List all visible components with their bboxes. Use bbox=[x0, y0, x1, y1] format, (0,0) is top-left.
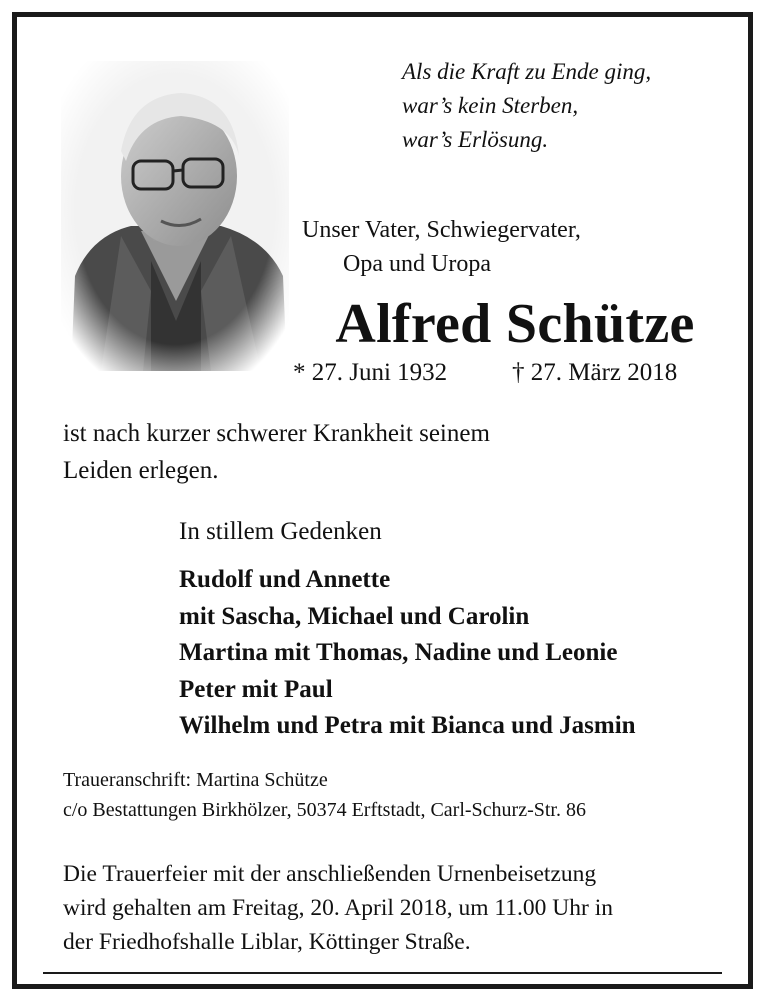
relation-line: Unser Vater, Schwiegervater, bbox=[302, 217, 581, 243]
relation-line: Opa und Uropa bbox=[343, 251, 491, 277]
relation-text bbox=[302, 213, 581, 281]
obituary-frame bbox=[12, 12, 753, 989]
motto-line: Als die Kraft zu Ende ging, bbox=[402, 59, 652, 84]
family-line: Peter mit Paul bbox=[179, 675, 333, 703]
death-date: † 27. März 2018 bbox=[512, 359, 678, 386]
family-list bbox=[179, 562, 739, 745]
mourning-address bbox=[63, 765, 743, 825]
motto-verse bbox=[402, 55, 732, 157]
memory-line: In stillem Gedenken bbox=[179, 518, 382, 545]
family-line: Martina mit Thomas, Nadine und Leonie bbox=[179, 639, 618, 666]
address-line: Traueranschrift: Martina Schütze bbox=[63, 769, 328, 791]
family-line: Rudolf und Annette bbox=[179, 566, 391, 593]
family-line: Wilhelm und Petra mit Bianca und Jasmin bbox=[179, 712, 636, 739]
address-line: c/o Bestattungen Birkhölzer, 50374 Erftstadt, Carl-Schurz-Str. 86 bbox=[63, 799, 586, 821]
motto-line: war’s Erlösung. bbox=[402, 127, 549, 152]
family-line: mit Sascha, Michael und Carolin bbox=[179, 602, 530, 630]
funeral-service-info bbox=[63, 857, 743, 959]
portrait-photo bbox=[61, 61, 289, 371]
deceased-name: Alfred Schütze bbox=[335, 293, 695, 355]
motto-line: war’s kein Sterben, bbox=[402, 93, 579, 118]
service-line: Die Trauerfeier mit der anschließenden Urnenbeisetzung bbox=[63, 861, 597, 887]
announcement-text bbox=[63, 415, 703, 489]
birth-date: * 27. Juni 1932 bbox=[293, 359, 448, 386]
service-line: der Friedhofshalle Liblar, Köttinger Straße. bbox=[63, 929, 471, 955]
announcement-line: ist nach kurzer schwerer Krankheit seinem bbox=[63, 420, 490, 447]
service-line: wird gehalten am Freitag, 20. April 2018, um 11.00 Uhr in bbox=[63, 895, 613, 921]
announcement-line: Leiden erlegen. bbox=[63, 457, 219, 484]
bottom-rule bbox=[43, 972, 722, 974]
